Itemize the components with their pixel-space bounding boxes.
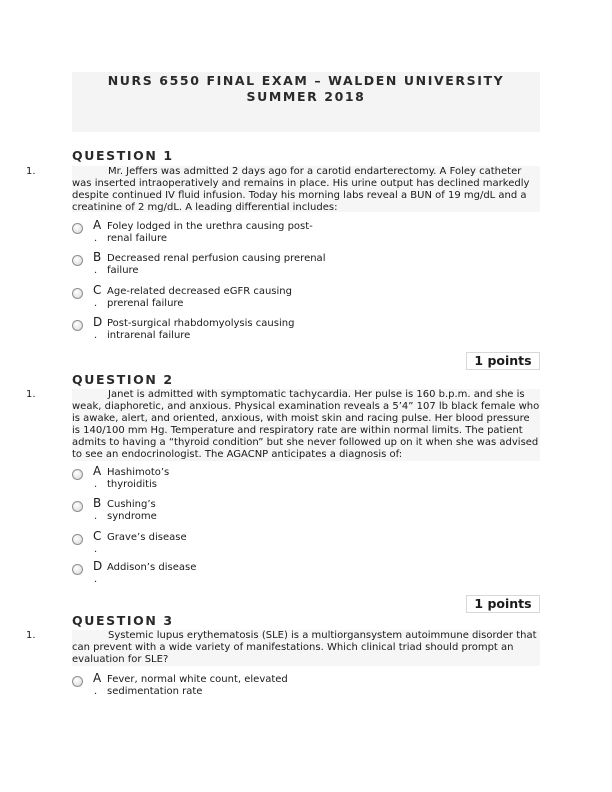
question-2-box	[26, 389, 540, 461]
question-2-text: Janet is admitted with symptomatic tachycardia. Her pulse is 160 b.p.m. and she is weak, diaphoretic, and anxious. Physical examination reveals a 5’4” 107 lb black female who is awake, alert, and oriented, anxious, with moist skin and racing pulse. Her blood pressure is 140/100 mm Hg. Temperature and respiratory rate are within normal limits. The patient admits to having a “thyroid condition” but she never followed up on it when she was advised to see an endocrinologist. The AGACNP anticipates a diagnosis of:	[72, 389, 540, 460]
option-letter: C	[93, 529, 102, 543]
radio-button-icon[interactable]	[72, 534, 83, 545]
question-1-points: 1 points	[466, 352, 540, 370]
radio-button-icon[interactable]	[72, 320, 83, 331]
option-letter: B	[93, 496, 102, 510]
option-text: Fever, normal white count, elevated sedimentation rate	[107, 674, 288, 697]
option-letter: B	[93, 250, 102, 264]
option-text: Post-surgical rhabdomyolysis causing intrarenal failure	[107, 318, 295, 341]
option-text: Foley lodged in the urethra causing post-renal failure	[107, 221, 313, 244]
option-text: Age-related decreased eGFR causing prerenal failure	[107, 286, 292, 309]
option-dot: .	[94, 544, 98, 555]
question-3-option-a[interactable]	[72, 671, 332, 702]
option-dot: .	[94, 298, 98, 309]
radio-button-icon[interactable]	[72, 223, 83, 234]
question-3-number: 1.	[26, 630, 36, 641]
option-dot: .	[94, 330, 98, 341]
option-letter: A	[93, 464, 102, 478]
option-dot: .	[94, 479, 98, 490]
question-2-option-d[interactable]	[72, 559, 332, 590]
question-2-number: 1.	[26, 389, 36, 400]
question-1-option-b[interactable]	[72, 250, 332, 281]
radio-button-icon[interactable]	[72, 564, 83, 575]
question-1-text: Mr. Jeffers was admitted 2 days ago for a carotid endarterectomy. A Foley catheter was inserted intraoperatively and remains in place. His urine output has declined markedly despite continued IV fluid infusion. Today his morning labs reveal a BUN of 19 mg/dL and a creatinine of 2 mg/dL. A leading differential includes:	[72, 166, 530, 213]
option-letter: A	[93, 671, 102, 685]
option-dot: .	[94, 574, 98, 585]
radio-button-icon[interactable]	[72, 676, 83, 687]
option-text: Grave’s disease	[107, 532, 187, 543]
option-letter: D	[93, 315, 103, 329]
question-2-points: 1 points	[466, 595, 540, 613]
radio-button-icon[interactable]	[72, 255, 83, 266]
question-1-option-a[interactable]	[72, 218, 332, 249]
question-1-heading: QUESTION 1	[72, 148, 174, 163]
exam-title-line-1: NURS 6550 FINAL EXAM – WALDEN UNIVERSITY	[107, 73, 505, 88]
question-1-box	[26, 166, 540, 213]
radio-button-icon[interactable]	[72, 469, 83, 480]
question-2-option-c[interactable]	[72, 529, 332, 560]
question-1-number: 1.	[26, 166, 36, 177]
question-1-option-c[interactable]	[72, 283, 332, 314]
option-letter: D	[93, 559, 103, 573]
option-dot: .	[94, 686, 98, 697]
option-letter: A	[93, 218, 102, 232]
question-1-option-d[interactable]	[72, 315, 332, 346]
question-3-heading: QUESTION 3	[72, 613, 174, 628]
option-text: Addison’s disease	[107, 562, 197, 573]
question-2-option-b[interactable]	[72, 496, 332, 527]
option-text: Hashimoto’s thyroiditis	[107, 467, 170, 490]
radio-button-icon[interactable]	[72, 501, 83, 512]
option-text: Decreased renal perfusion causing prerenal failure	[107, 253, 326, 276]
question-2-heading: QUESTION 2	[72, 372, 174, 387]
radio-button-icon[interactable]	[72, 288, 83, 299]
question-3-text: Systemic lupus erythematosis (SLE) is a multiorgansystem autoimmune disorder that can prevent with a wide variety of manifestations. Which clinical triad should prompt an evaluation for SLE?	[72, 630, 537, 665]
exam-title-line-2: SUMMER 2018	[246, 89, 366, 104]
option-text: Cushing’s syndrome	[107, 499, 157, 522]
option-letter: C	[93, 283, 102, 297]
exam-header	[72, 72, 540, 132]
question-3-box	[26, 630, 540, 666]
option-dot: .	[94, 233, 98, 244]
option-dot: .	[94, 511, 98, 522]
question-2-option-a[interactable]	[72, 464, 332, 495]
option-dot: .	[94, 265, 98, 276]
